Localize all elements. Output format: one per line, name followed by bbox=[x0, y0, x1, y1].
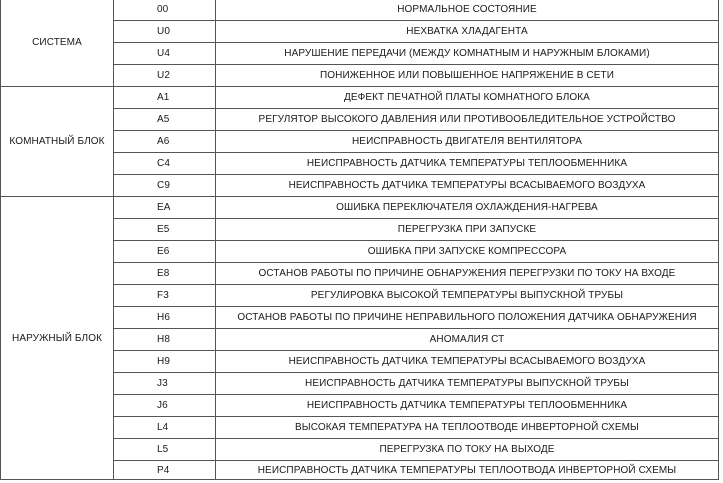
error-description: ПЕРЕГРУЗКА ПРИ ЗАПУСКЕ bbox=[216, 219, 719, 241]
error-description: НЕИСПРАВНОСТЬ ДАТЧИКА ТЕМПЕРАТУРЫ ВСАСЫВАЕМОГО ВОЗДУХА bbox=[216, 351, 719, 373]
error-description: НЕИСПРАВНОСТЬ ДАТЧИКА ТЕМПЕРАТУРЫ ВСАСЫВАЕМОГО ВОЗДУХА bbox=[216, 175, 719, 197]
error-description: РЕГУЛИРОВКА ВЫСОКОЙ ТЕМПЕРАТУРЫ ВЫПУСКНОЙ ТРУБЫ bbox=[216, 285, 719, 307]
error-description: ОСТАНОВ РАБОТЫ ПО ПРИЧИНЕ ОБНАРУЖЕНИЯ ПЕРЕГРУЗКИ ПО ТОКУ НА ВХОДЕ bbox=[216, 263, 719, 285]
error-code: H6 bbox=[114, 307, 216, 329]
error-code: C4 bbox=[114, 153, 216, 175]
error-code: U2 bbox=[114, 65, 216, 87]
error-code: E5 bbox=[114, 219, 216, 241]
error-description: ОСТАНОВ РАБОТЫ ПО ПРИЧИНЕ НЕПРАВИЛЬНОГО ПОЛОЖЕНИЯ ДАТЧИКА ОБНАРУЖЕНИЯ bbox=[216, 307, 719, 329]
error-code: H8 bbox=[114, 329, 216, 351]
error-code: U4 bbox=[114, 43, 216, 65]
error-description: НОРМАЛЬНОЕ СОСТОЯНИЕ bbox=[216, 0, 719, 21]
error-code: J3 bbox=[114, 373, 216, 395]
error-code: H9 bbox=[114, 351, 216, 373]
error-description: ПОНИЖЕННОЕ ИЛИ ПОВЫШЕННОЕ НАПРЯЖЕНИЕ В СЕТИ bbox=[216, 65, 719, 87]
error-code: A5 bbox=[114, 109, 216, 131]
group-label-system: СИСТЕМА bbox=[1, 0, 114, 87]
error-description: ВЫСОКАЯ ТЕМПЕРАТУРА НА ТЕПЛООТВОДЕ ИНВЕРТОРНОЙ СХЕМЫ bbox=[216, 417, 719, 439]
error-description: ОШИБКА ПРИ ЗАПУСКЕ КОМПРЕССОРА bbox=[216, 241, 719, 263]
error-description: НЕИСПРАВНОСТЬ ДАТЧИКА ТЕМПЕРАТУРЫ ТЕПЛООБМЕННИКА bbox=[216, 153, 719, 175]
error-code: EA bbox=[114, 197, 216, 219]
error-code: A6 bbox=[114, 131, 216, 153]
error-description: ПЕРЕГРУЗКА ПО ТОКУ НА ВЫХОДЕ bbox=[216, 439, 719, 461]
error-description: НАРУШЕНИЕ ПЕРЕДАЧИ (МЕЖДУ КОМНАТНЫМ И НАРУЖНЫМ БЛОКАМИ) bbox=[216, 43, 719, 65]
error-code: U0 bbox=[114, 21, 216, 43]
error-description: РЕГУЛЯТОР ВЫСОКОГО ДАВЛЕНИЯ ИЛИ ПРОТИВООБЛЕДИТЕЛЬНОЕ УСТРОЙСТВО bbox=[216, 109, 719, 131]
error-code: F3 bbox=[114, 285, 216, 307]
table-row bbox=[1, 87, 719, 109]
error-description: АНОМАЛИЯ СТ bbox=[216, 329, 719, 351]
error-code: P4 bbox=[114, 461, 216, 480]
error-description: НЕИСПРАВНОСТЬ ДАТЧИКА ТЕМПЕРАТУРЫ ТЕПЛООБМЕННИКА bbox=[216, 395, 719, 417]
error-code: J6 bbox=[114, 395, 216, 417]
error-description: НЕИСПРАВНОСТЬ ДВИГАТЕЛЯ ВЕНТИЛЯТОРА bbox=[216, 131, 719, 153]
table-row bbox=[1, 0, 719, 21]
error-code: L5 bbox=[114, 439, 216, 461]
group-label-indoor-unit: КОМНАТНЫЙ БЛОК bbox=[1, 87, 114, 197]
error-description: ДЕФЕКТ ПЕЧАТНОЙ ПЛАТЫ КОМНАТНОГО БЛОКА bbox=[216, 87, 719, 109]
error-code: E8 bbox=[114, 263, 216, 285]
error-code: 00 bbox=[114, 0, 216, 21]
error-description: НЕХВАТКА ХЛАДАГЕНТА bbox=[216, 21, 719, 43]
error-description: НЕИСПРАВНОСТЬ ДАТЧИКА ТЕМПЕРАТУРЫ ВЫПУСКНОЙ ТРУБЫ bbox=[216, 373, 719, 395]
error-code: A1 bbox=[114, 87, 216, 109]
table-row bbox=[1, 197, 719, 219]
error-code: C9 bbox=[114, 175, 216, 197]
group-label-outdoor-unit: НАРУЖНЫЙ БЛОК bbox=[1, 197, 114, 480]
error-description: НЕИСПРАВНОСТЬ ДАТЧИКА ТЕМПЕРАТУРЫ ТЕПЛООТВОДА ИНВЕРТОРНОЙ СХЕМЫ bbox=[216, 461, 719, 480]
error-code: L4 bbox=[114, 417, 216, 439]
error-code-table-body bbox=[1, 0, 719, 480]
error-description: ОШИБКА ПЕРЕКЛЮЧАТЕЛЯ ОХЛАЖДЕНИЯ-НАГРЕВА bbox=[216, 197, 719, 219]
error-code: E6 bbox=[114, 241, 216, 263]
